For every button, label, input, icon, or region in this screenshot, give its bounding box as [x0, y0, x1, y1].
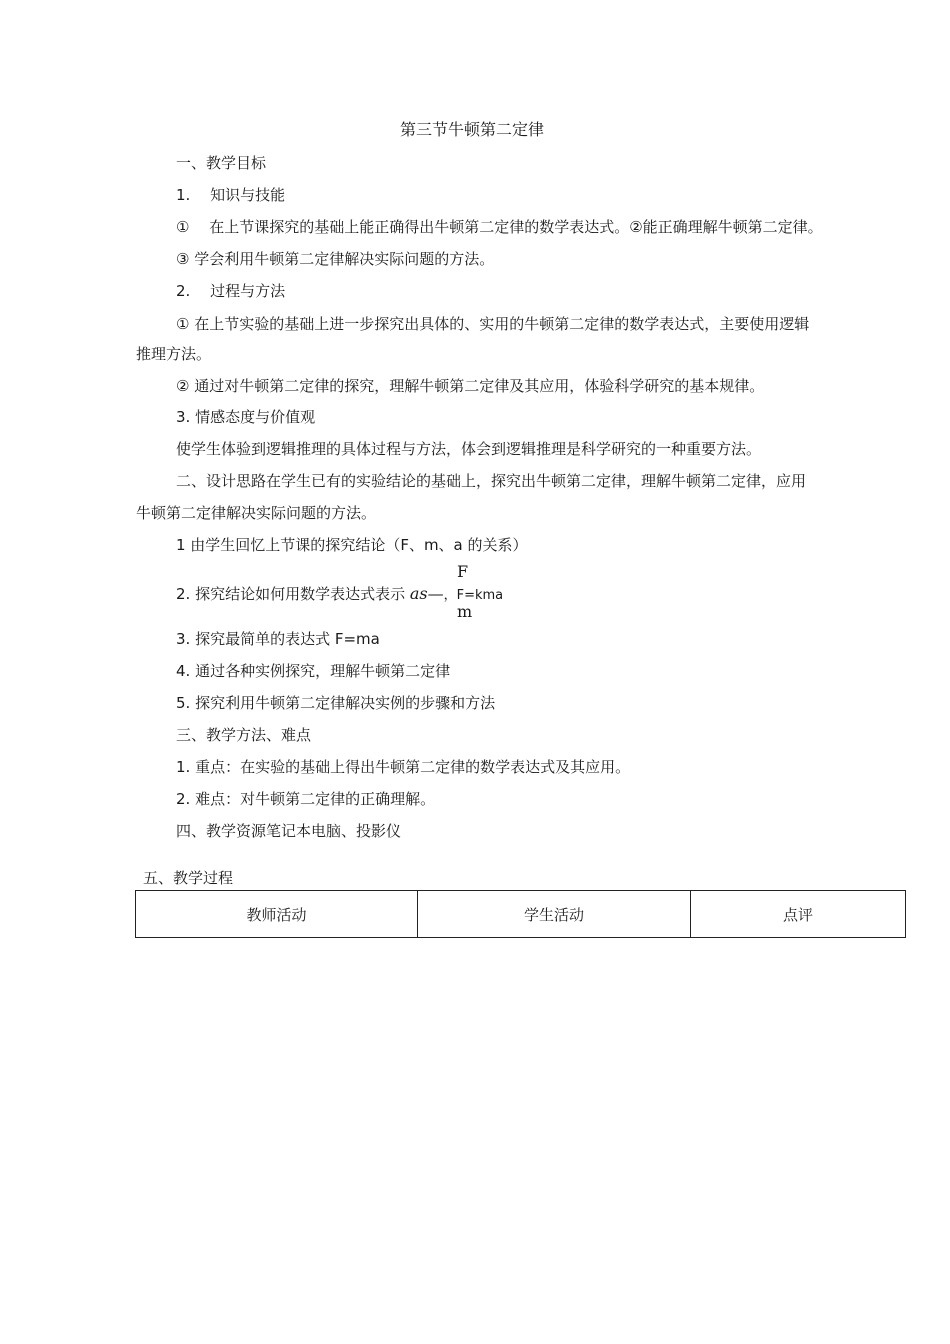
paragraph: ③ 学会利用牛顿第二定律解决实际问题的方法。 — [176, 250, 495, 268]
section-heading: 三、教学方法、难点 — [176, 726, 312, 744]
fraction-numerator: F — [457, 562, 469, 581]
paragraph: ① 在上节实验的基础上进一步探究出具体的、实用的牛顿第二定律的数学表达式，主要使用逻辑 — [176, 315, 810, 333]
paragraph: 推理方法。 — [136, 345, 212, 363]
subheading: 2. 过程与方法 — [176, 282, 286, 300]
formula-list-item — [176, 584, 503, 606]
formula-prefix: 2. 探究结论如何用数学表达式表示 — [176, 585, 410, 603]
list-item: 1 由学生回忆上节课的探究结论（F、m、a 的关系） — [176, 536, 528, 554]
table-header-comment: 点评 — [691, 891, 906, 938]
formula-suffix: ，F=kma — [443, 588, 504, 603]
section-heading: 二、设计思路在学生已有的实验结论的基础上，探究出牛顿第二定律，理解牛顿第二定律，应用 — [176, 472, 807, 490]
subheading: 1. 知识与技能 — [176, 186, 286, 204]
list-item: 1. 重点：在实验的基础上得出牛顿第二定律的数学表达式及其应用。 — [176, 758, 631, 776]
subheading: 3. 情感态度与价值观 — [176, 408, 316, 426]
teaching-process-table — [135, 890, 906, 938]
list-item: 4. 通过各种实例探究，理解牛顿第二定律 — [176, 662, 451, 680]
section-heading: 四、教学资源笔记本电脑、投影仪 — [176, 822, 402, 840]
table-header-student: 学生活动 — [418, 891, 691, 938]
section-heading: 一、教学目标 — [176, 154, 267, 172]
table-header-teacher: 教师活动 — [136, 891, 418, 938]
section-heading: 五、教学过程 — [143, 869, 234, 887]
paragraph: 牛顿第二定律解决实际问题的方法。 — [136, 504, 377, 522]
paragraph: ② 通过对牛顿第二定律的探究，理解牛顿第二定律及其应用，体验科学研究的基本规律。 — [176, 377, 765, 395]
list-item: 2. 难点：对牛顿第二定律的正确理解。 — [176, 790, 436, 808]
list-item: 3. 探究最简单的表达式 F=ma — [176, 630, 380, 648]
fraction-denominator: m — [457, 602, 473, 621]
paragraph: ① 在上节课探究的基础上能正确得出牛顿第二定律的数学表达式。②能正确理解牛顿第二定律。 — [176, 218, 823, 236]
page-title: 第三节牛顿第二定律 — [400, 120, 545, 139]
table-header-row — [136, 891, 906, 938]
list-item: 5. 探究利用牛顿第二定律解决实例的步骤和方法 — [176, 694, 496, 712]
formula-expression: as— — [409, 584, 444, 603]
paragraph: 使学生体验到逻辑推理的具体过程与方法，体会到逻辑推理是科学研究的一种重要方法。 — [176, 440, 762, 458]
